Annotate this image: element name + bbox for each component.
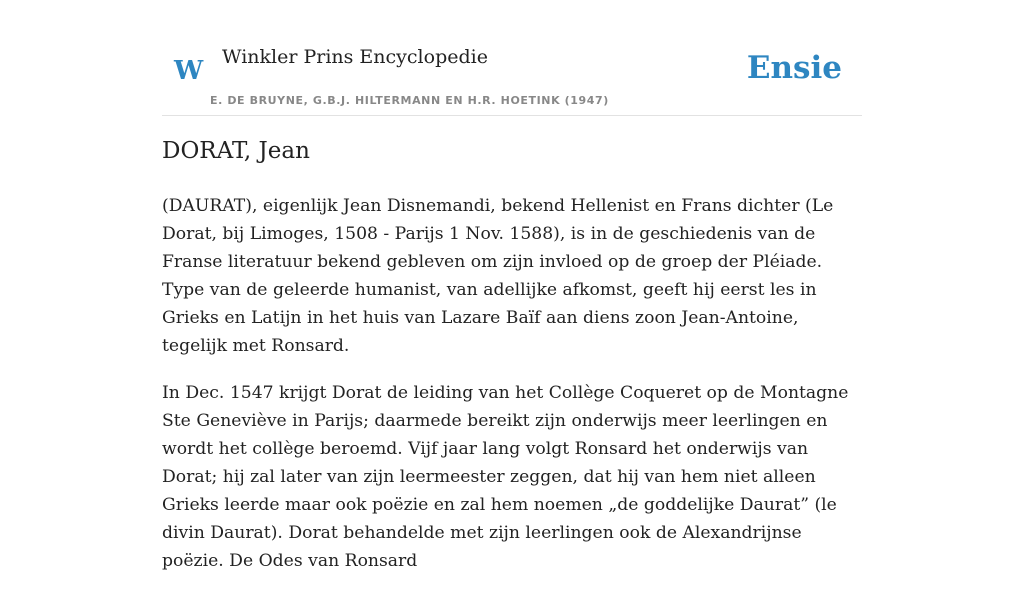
article-paragraph: (DAURAT), eigenlijk Jean Disnemandi, bekend Hellenist en Frans dichter (Le Dorat, bij Limoges, 1508 - Parijs 1 Nov. 1588), is in de geschiedenis van de Franse literatuur bekend gebleven om zijn invloed op de groep der Pléiade. Type van de geleerde humanist, van adellijke afkomst, geeft hij eerst les in Grieks en Latijn in het huis van Lazare Baïf aan diens zoon Jean-Antoine, tegelijk met Ronsard. bbox=[162, 196, 834, 356]
article-paragraph: In Dec. 1547 krijgt Dorat de leiding van het Collège Coqueret op de Montagne Ste Geneviève in Parijs; daarmede bereikt zijn onderwijs meer leerlingen en wordt het collège beroemd. Vijf jaar lang volgt Ronsard het onderwijs van Dorat; hij zal later van zijn leermeester zeggen, dat hij van hem niet alleen Grieks leerde maar ook poëzie en zal hem noemen „de goddelijke Daurat” (le divin Daurat). Dorat behandelde met zijn leerlingen ook de Alexandrijnse poëzie. De Odes van Ronsard bbox=[162, 383, 849, 571]
article-body bbox=[162, 192, 862, 594]
winkler-prins-logo[interactable]: W bbox=[174, 56, 204, 86]
source-authors: E. DE BRUYNE, G.B.J. HILTERMANN EN H.R. HOETINK (1947) bbox=[210, 94, 609, 107]
ensie-logo[interactable]: Ensie bbox=[746, 50, 842, 86]
article-title: DORAT, Jean bbox=[162, 138, 310, 164]
source-title[interactable]: Winkler Prins Encyclopedie bbox=[222, 46, 488, 68]
site-header bbox=[162, 40, 862, 116]
